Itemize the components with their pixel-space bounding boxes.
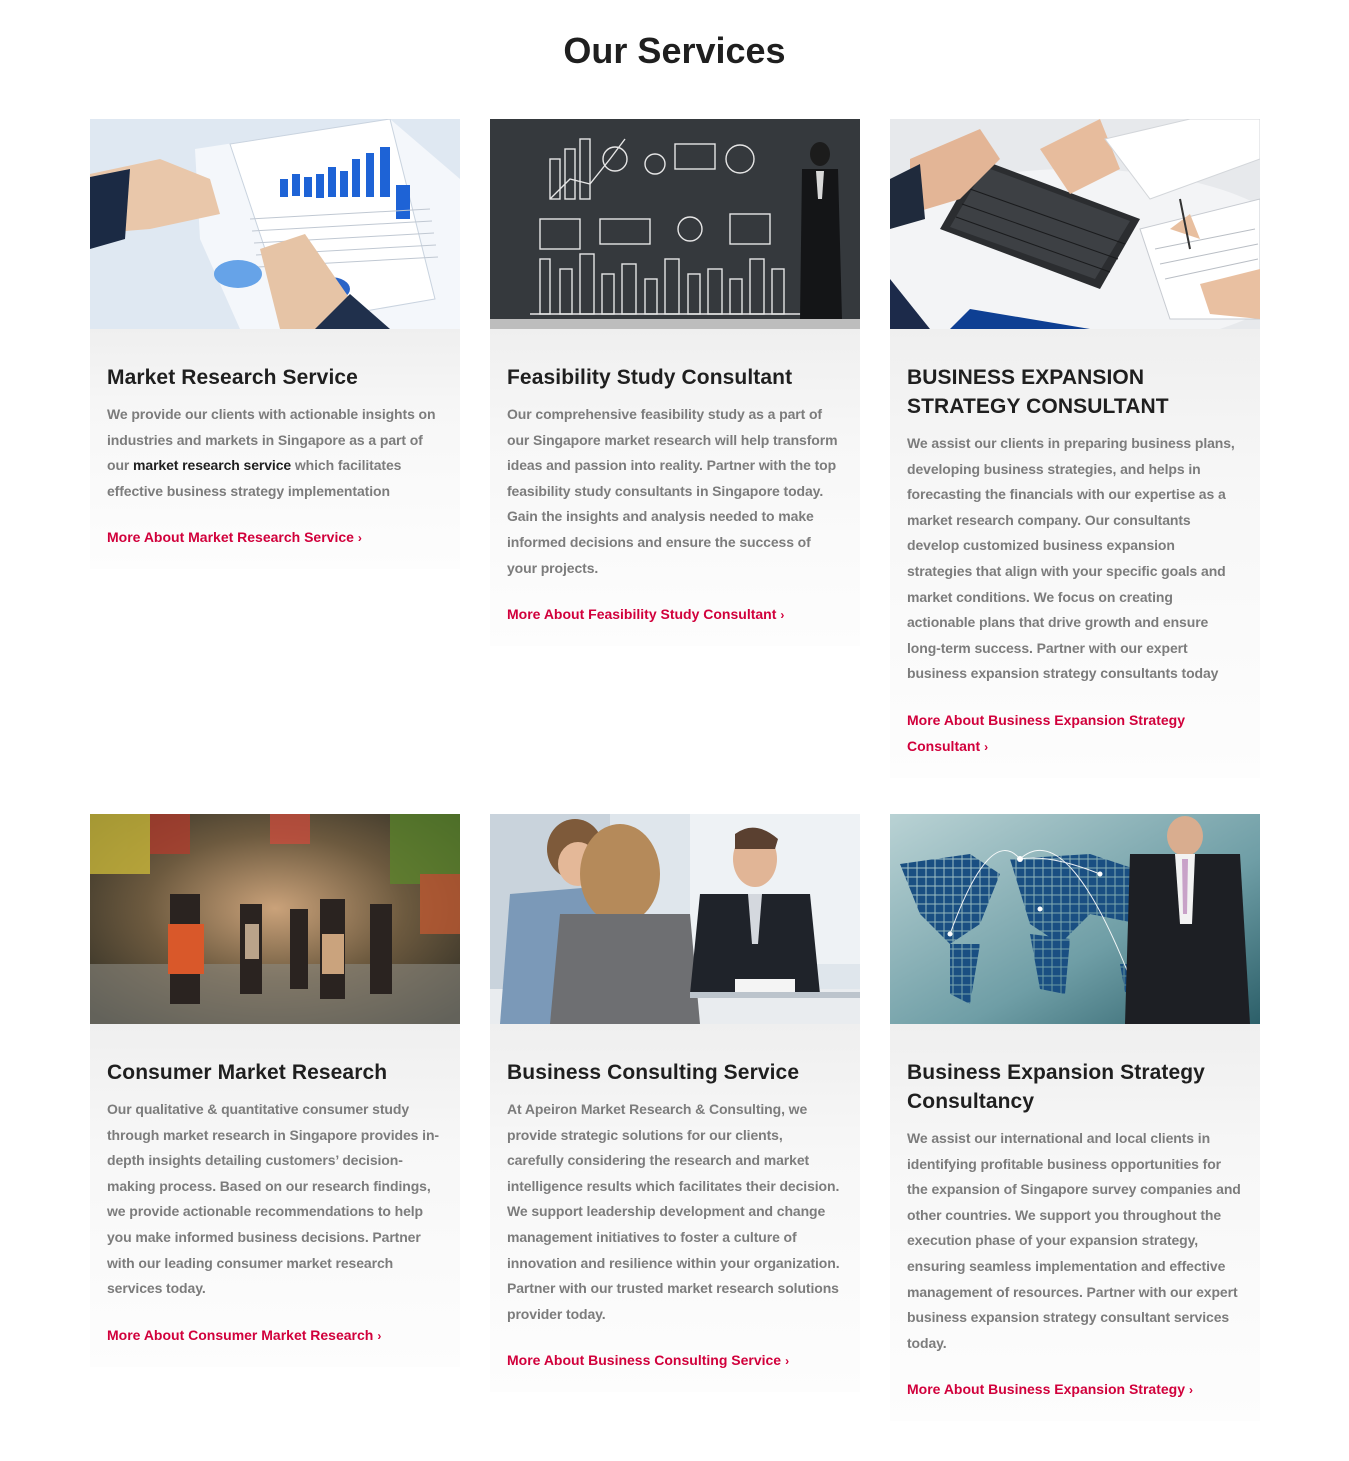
more-about-business-expansion-consultant-link[interactable]: More About Business Expansion Strategy Consultant › [907,707,1242,760]
more-about-market-research-link[interactable]: More About Market Research Service › [107,524,362,551]
more-about-business-consulting-link[interactable]: More About Business Consulting Service › [507,1347,789,1374]
card-description: Our comprehensive feasibility study as a part of our Singapore market research will help transform ideas and passion into reality. Partner with the top feasibility study consultants in Singapore today. Gain the insights and analysis needed to make informed decisions and ensure the success of your projects. [507,406,838,576]
card-title: Market Research Service [107,366,358,389]
market-research-service-link[interactable]: market research service [133,457,292,474]
card-title: BUSINESS EXPANSION STRATEGY CONSULTANT [907,366,1169,418]
section-title: Our Services [563,30,786,71]
card-description: We assist our international and local clients in identifying profitable business opportunities for the expansion of Singapore survey companies and other countries. We support you throughout the execution phase of your expansion strategy, ensuring seamless implementation and effective management of resources. Partner with our expert business expansion strategy consultant services today. [907,1130,1241,1351]
more-about-consumer-research-link[interactable]: More About Consumer Market Research › [107,1322,381,1349]
service-card-business-expansion-consultant [890,119,1260,778]
service-card-business-consulting [490,814,860,1392]
card-description: Our qualitative & quantitative consumer study through market research in Singapore provides in-depth insights detailing customers’ decision-making process. Based on our research findings, we provide actionable recommendations to help you make informed business decisions. Partner with our leading consumer market research services today. [107,1101,439,1297]
more-about-feasibility-link[interactable]: More About Feasibility Study Consultant › [507,601,784,628]
card-description: We provide our clients with actionable insights on industries and markets in Singapore as a part of our market research service which facilitates effective business strategy implementation [107,406,436,499]
card-title: Business Expansion Strategy Consultancy [907,1061,1205,1113]
service-card-consumer-research [90,814,460,1367]
chevron-right-icon: › [780,608,785,623]
chevron-right-icon: › [357,531,362,546]
service-card-business-expansion-consultancy [890,814,1260,1421]
card-description: At Apeiron Market Research & Consulting, we provide strategic solutions for our clients, carefully considering the research and market intelligence results which facilitates their decision. We support leadership development and change management initiatives to foster a culture of innovation and resilience within your organization. Partner with our trusted market research solutions provider today. [507,1101,840,1322]
card-title: Feasibility Study Consultant [507,366,793,389]
chevron-right-icon: › [984,739,989,754]
report-chart-image [90,119,460,329]
chalkboard-plan-image [490,119,860,329]
chevron-right-icon: › [377,1328,382,1343]
chevron-right-icon: › [785,1354,790,1369]
street-crowd-image [90,814,460,1024]
keyboard-meeting-image [890,119,1260,329]
world-map-businessman-image [890,814,1260,1024]
service-card-market-research [90,119,460,569]
client-meeting-image [490,814,860,1024]
card-description: We assist our clients in preparing business plans, developing business strategies, and helps in forecasting the financials with our expertise as a market research company. Our consultants develop customized business expansion strategies that align with your specific goals and market conditions. We focus on creating actionable plans that drive growth and ensure long-term success. Partner with our expert business expansion strategy consultants today [907,435,1235,682]
service-card-feasibility [490,119,860,646]
chevron-right-icon: › [1188,1383,1193,1398]
card-title: Business Consulting Service [507,1061,800,1084]
card-title: Consumer Market Research [107,1061,388,1084]
more-about-business-expansion-strategy-link[interactable]: More About Business Expansion Strategy › [907,1376,1193,1403]
